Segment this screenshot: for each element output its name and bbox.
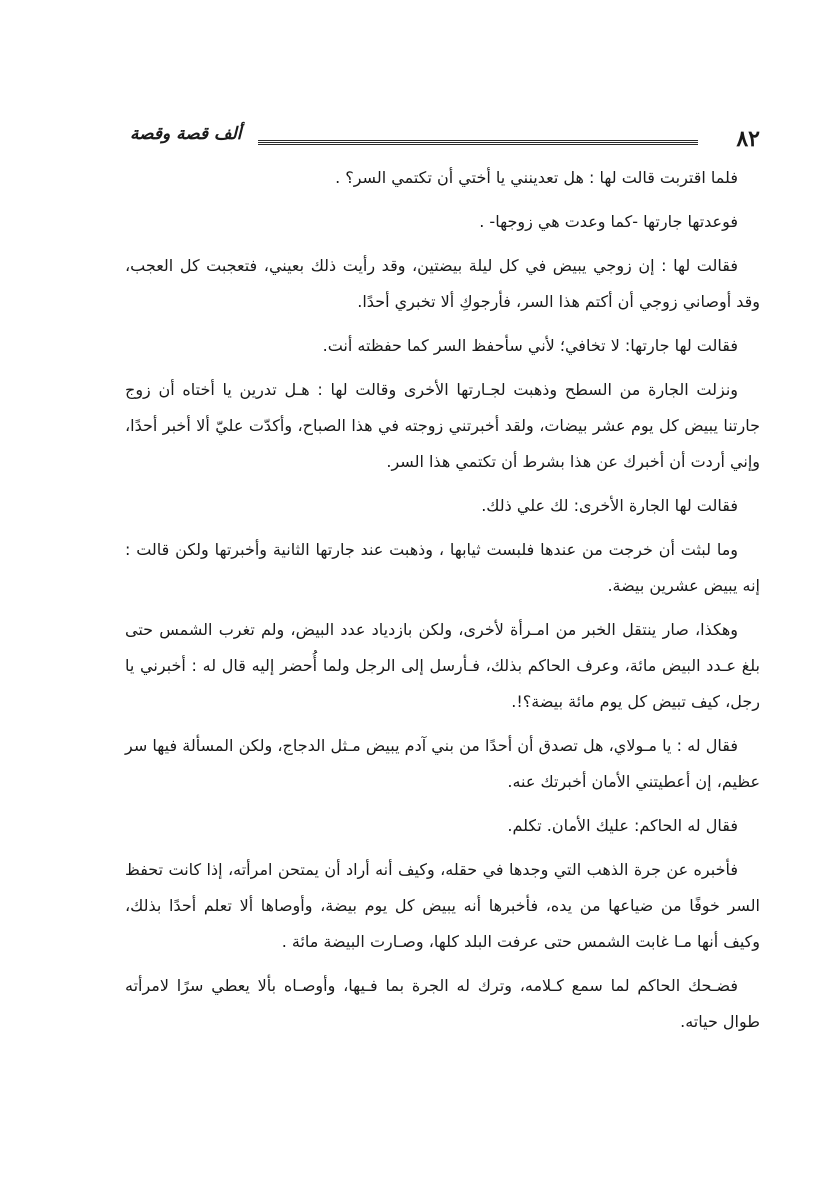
page-header [130, 118, 760, 158]
book-title: ألف قصة وقصة [130, 124, 242, 144]
paragraph: فقالت لها جارتها: لا تخافي؛ لأني سأحفظ السر كما حفظته أنت. [322, 336, 738, 355]
page-number: ٨٢ [736, 126, 760, 152]
paragraph: فقالت لها الجارة الأخرى: لك علي ذلك. [481, 496, 738, 515]
paragraph: فلما اقتربت قالت لها : هل تعدينني يا أختي أن تكتمي السر؟ . [335, 168, 738, 187]
paragraph: فأخبره عن جرة الذهب التي وجدها في حقله، وكيف أنه أراد أن يمتحن امرأته، إذا كانت تحفظ السر خوفًا من ضياعها من يده، فأخبرها أنه يبيض كل يوم بيضة، وأوصاها ألا تعلم أحدًا بذلك، وكيف أنها مـا غابت الشمس حتى عرفت البلد كلها، وصـارت البيضة مائة . [125, 860, 760, 951]
paragraph: فقالت لها : إن زوجي يبيض في كل ليلة بيضتين، وقد رأيت ذلك بعيني، فتعجبت كل العجب، وقد أوصاني زوجي أن أكتم هذا السر، فأرجوكِ ألا تخبري أحدًا. [125, 256, 760, 311]
paragraph: فقال له : يا مـولاي، هل تصدق أن أحدًا من بني آدم يبيض مـثل الدجاج، ولكن المسألة فيها سر عظيم، إن أعطيتني الأمان أخبرتك عنه. [125, 736, 760, 791]
paragraph: فوعدتها جارتها -كما وعدت هي زوجها- . [479, 212, 738, 231]
paragraph: فضـحك الحاكم لما سمع كـلامه، وترك له الجرة بما فـيها، وأوصـاه بألا يعطي سرًا لامرأته طوال حياته. [125, 976, 760, 1031]
paragraph: ونزلت الجارة من السطح وذهبت لجـارتها الأخرى وقالت لها : هـل تدرين يا أختاه أن زوج جارتنا يبيض كل يوم عشر بيضات، ولقد أخبرتني زوجته في هذا الصباح، وأكدّت عليّ ألا أخبر أحدًا، وإني أردت أن أخبرك عن هذا بشرط أن تكتمي هذا السر. [125, 380, 760, 471]
header-rule [258, 140, 698, 146]
paragraph: وهكذا، صار ينتقل الخبر من امـرأة لأخرى، ولكن بازدياد عدد البيض، ولم تغرب الشمس حتى بلغ عـدد البيض مائة، وعرف الحاكم بذلك، فـأرسل إلى الرجل ولما أُحضر إليه قال له : أخبرني يا رجل، كيف تبيض كل يوم مائة بيضة؟!. [125, 620, 760, 711]
body-text [125, 160, 760, 1048]
paragraph: فقال له الحاكم: عليك الأمان. تكلم. [507, 816, 738, 835]
paragraph: وما لبثت أن خرجت من عندها فلبست ثيابها ، وذهبت عند جارتها الثانية وأخبرتها ولكن قالت : إنه يبيض عشرين بيضة. [125, 540, 760, 595]
